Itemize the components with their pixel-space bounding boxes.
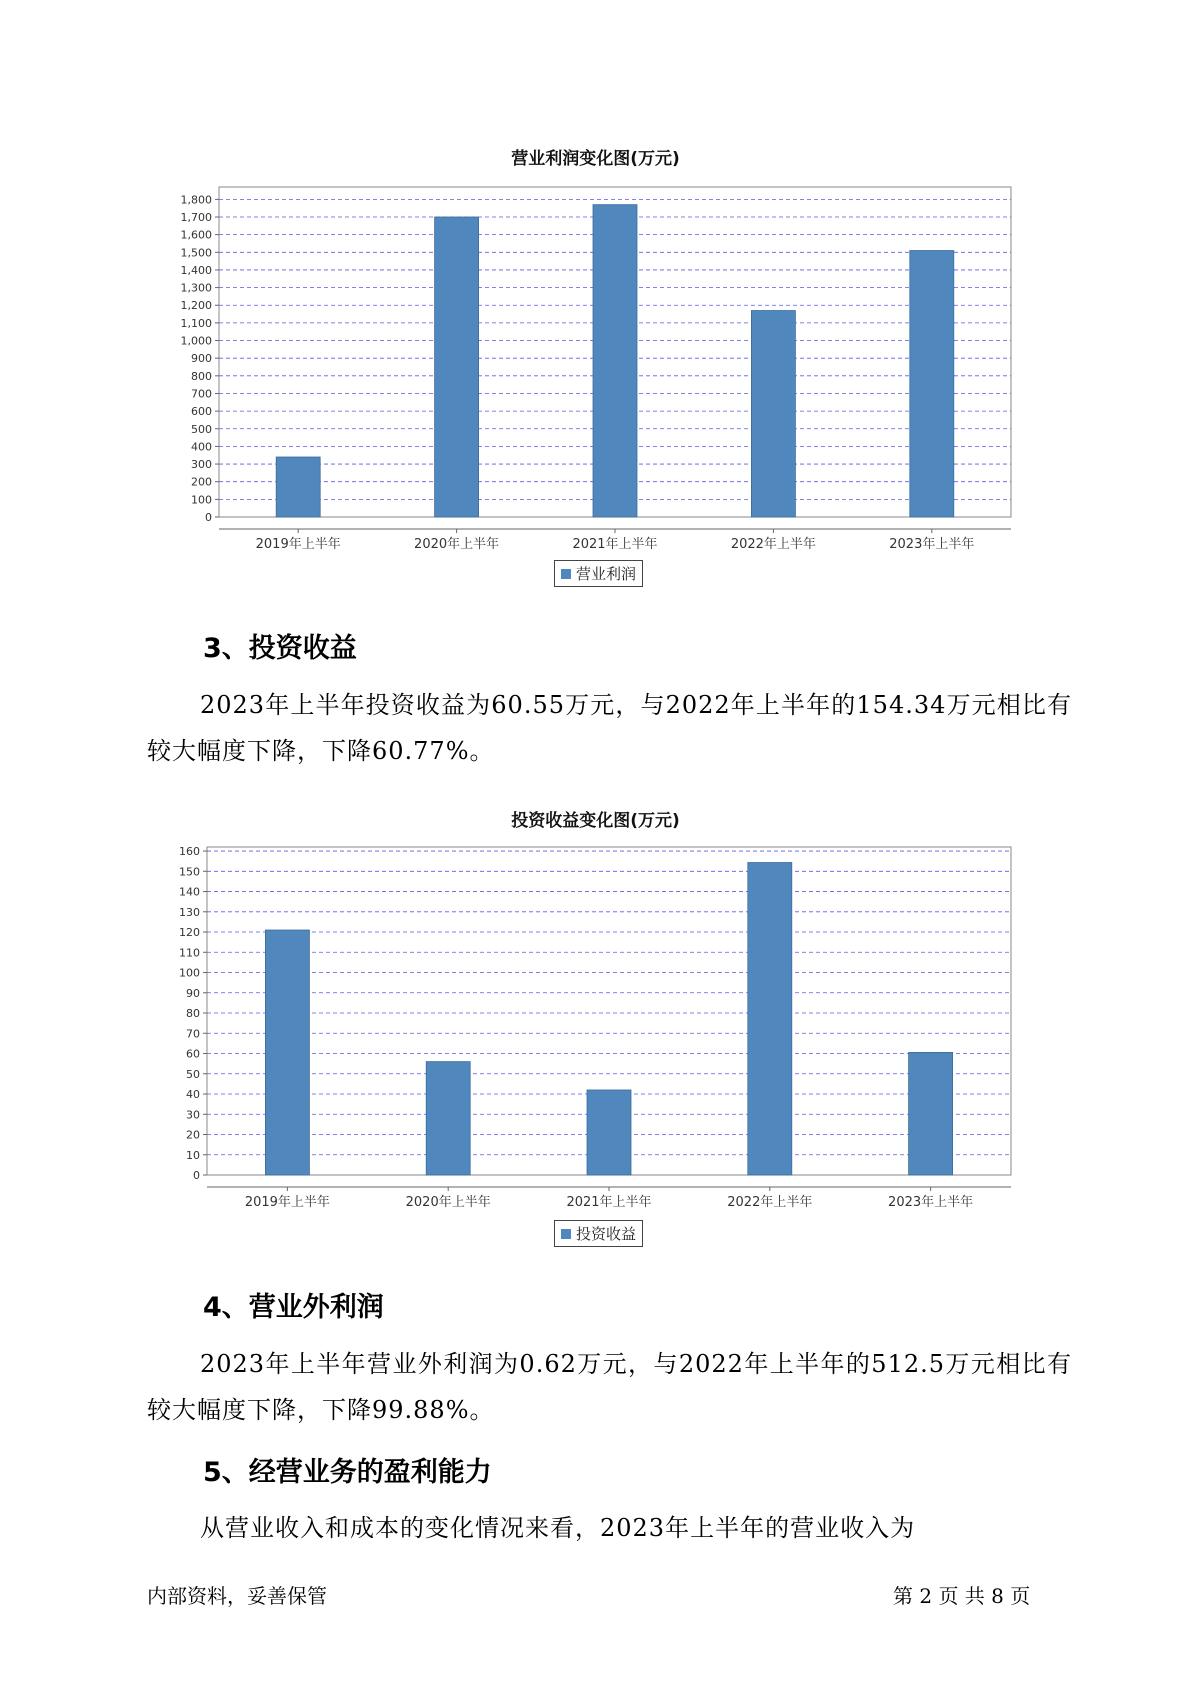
- section3-heading: 3、投资收益: [203, 633, 357, 664]
- y-tick-label: 20: [186, 1128, 200, 1142]
- y-tick-label: 700: [191, 387, 212, 401]
- y-tick-label: 1,400: [180, 263, 212, 277]
- y-tick-label: 150: [179, 865, 200, 879]
- x-tick-label: 2022年上半年: [730, 537, 816, 552]
- footer-right: 第 2 页 共 8 页: [893, 1584, 1031, 1608]
- x-tick-label: 2019年上半年: [255, 537, 341, 552]
- y-tick-label: 40: [186, 1088, 200, 1102]
- chart1-legend-label: 营业利润: [576, 565, 637, 583]
- bar: [748, 863, 792, 1175]
- x-tick-label: 2021年上半年: [566, 1195, 652, 1210]
- y-tick-label: 1,800: [180, 193, 212, 207]
- y-tick-label: 1,200: [180, 299, 212, 313]
- y-tick-label: 160: [179, 845, 200, 859]
- y-tick-label: 1,500: [180, 246, 212, 260]
- legend-swatch: [561, 569, 571, 579]
- y-tick-label: 70: [186, 1027, 200, 1041]
- footer-left: 内部资料，妥善保管: [147, 1584, 327, 1608]
- operating-profit-bar-chart: [0, 170, 1191, 730]
- y-tick-label: 10: [186, 1148, 200, 1162]
- section5-text: 从营业收入和成本的变化情况来看，2023年上半年的营业收入为: [200, 1514, 916, 1542]
- y-tick-label: 80: [186, 1007, 200, 1021]
- bar: [909, 1052, 953, 1175]
- y-tick-label: 800: [191, 369, 212, 383]
- chart2-title: 投资收益变化图(万元): [511, 811, 680, 831]
- y-tick-label: 120: [179, 926, 200, 940]
- bar: [751, 311, 795, 517]
- x-tick-label: 2020年上半年: [405, 1195, 491, 1210]
- x-tick-label: 2020年上半年: [414, 537, 500, 552]
- bar: [587, 1090, 631, 1175]
- x-tick-label: 2023年上半年: [888, 1195, 974, 1210]
- chart2-legend-label: 投资收益: [576, 1225, 637, 1243]
- y-tick-label: 400: [191, 440, 212, 454]
- investment-income-bar-chart: [0, 830, 1191, 1230]
- y-tick-label: 100: [191, 493, 212, 507]
- legend-swatch: [561, 1229, 571, 1239]
- x-tick-label: 2022年上半年: [727, 1195, 813, 1210]
- y-tick-label: 0: [205, 511, 212, 524]
- chart1-title: 营业利润变化图(万元): [511, 149, 680, 169]
- y-tick-label: 500: [191, 422, 212, 436]
- y-tick-label: 200: [191, 475, 212, 489]
- y-tick-label: 900: [191, 352, 212, 366]
- bar: [276, 457, 320, 517]
- x-tick-label: 2023年上半年: [889, 537, 975, 552]
- section4-text: 2023年上半年营业外利润为0.62万元，与2022年上半年的512.5万元相比有较大幅度下降，下降99.88%。: [147, 1350, 1072, 1424]
- x-tick-label: 2019年上半年: [244, 1195, 330, 1210]
- bar: [593, 205, 637, 517]
- x-tick-label: 2021年上半年: [572, 537, 658, 552]
- y-tick-label: 110: [179, 946, 200, 960]
- y-tick-label: 600: [191, 405, 212, 419]
- section3-text: 2023年上半年投资收益为60.55万元，与2022年上半年的154.34万元相比有较大幅度下降，下降60.77%。: [147, 691, 1072, 765]
- y-tick-label: 1,600: [180, 228, 212, 242]
- y-tick-label: 130: [179, 905, 200, 919]
- section5-heading: 5、经营业务的盈利能力: [203, 1457, 492, 1488]
- chart1-legend: [554, 560, 643, 587]
- y-tick-label: 90: [186, 986, 200, 1000]
- bar: [435, 217, 479, 517]
- bar: [426, 1062, 470, 1175]
- y-tick-label: 30: [186, 1108, 200, 1122]
- y-tick-label: 1,100: [180, 316, 212, 330]
- y-tick-label: 1,300: [180, 281, 212, 295]
- bar: [910, 251, 954, 517]
- y-tick-label: 100: [179, 966, 200, 980]
- y-tick-label: 140: [179, 885, 200, 899]
- y-tick-label: 0: [193, 1169, 200, 1182]
- section4-heading: 4、营业外利润: [203, 1292, 384, 1323]
- bar: [265, 930, 309, 1175]
- y-tick-label: 60: [186, 1047, 200, 1061]
- y-tick-label: 1,700: [180, 211, 212, 224]
- y-tick-label: 1,000: [180, 334, 212, 348]
- chart2-legend: [554, 1220, 643, 1247]
- y-tick-label: 300: [191, 458, 212, 472]
- y-tick-label: 50: [186, 1067, 200, 1081]
